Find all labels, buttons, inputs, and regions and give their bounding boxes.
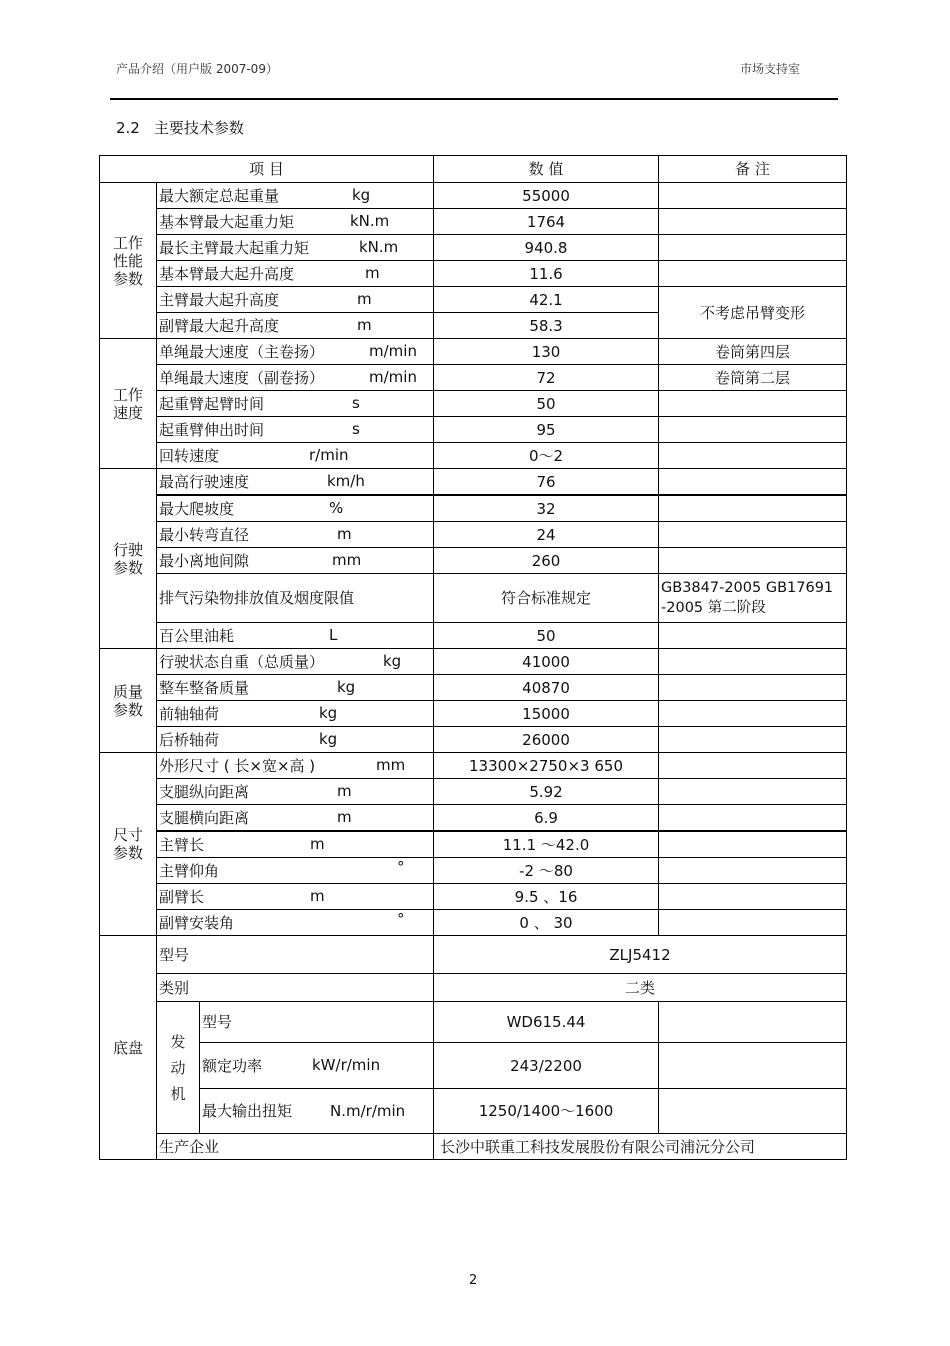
row-unit: % [329,499,344,517]
row-remark [659,675,847,701]
row-value: 72 [434,365,659,391]
table-row [100,779,847,805]
table-row [100,574,847,623]
row-value: 15000 [434,701,659,727]
row-item: 单绳最大速度（副卷扬） m/min [157,365,434,391]
row-item: 基本臂最大起重力矩 kN.m [157,209,434,235]
header-remark: 备 注 [659,156,847,183]
row-remark: 卷筒第四层 [659,339,847,365]
row-item: 最长主臂最大起重力矩 kN.m [157,235,434,261]
row-value: 940.8 [434,235,659,261]
row-item: 副臂长 m [157,884,434,910]
row-item: 起重臂伸出时间 s [157,417,434,443]
row-value: 11.1 ～42.0 [434,831,659,858]
row-item: 最小转弯直径 m [157,522,434,548]
row-item: 主臂仰角 ° [157,858,434,884]
table-row [100,805,847,832]
table-row [100,495,847,522]
row-unit: m [357,316,372,334]
row-value: 24 [434,522,659,548]
row-item: 最高行驶速度 km/h [157,469,434,496]
row-unit: s [352,394,360,412]
row-remark [659,701,847,727]
table-row [100,287,847,313]
row-unit: r/min [309,446,349,464]
row-remark [659,1002,847,1043]
row-remark [659,417,847,443]
row-value: WD615.44 [434,1002,659,1043]
row-unit: kg [319,704,338,722]
row-unit: kN.m [359,238,399,256]
row-unit: m [337,782,352,800]
header-item: 项 目 [100,156,434,183]
row-remark: GB3847-2005 GB17691 -2005 第二阶段 [659,574,847,623]
table-row [100,365,847,391]
row-item: 行驶状态自重（总质量） kg [157,649,434,675]
table-row [100,235,847,261]
row-item: 生产企业 [157,1134,434,1160]
row-remark [659,209,847,235]
row-remark [659,1043,847,1089]
row-item: 排气污染物排放值及烟度限值 [157,574,434,623]
table-row [100,649,847,675]
row-value: 55000 [434,183,659,209]
row-unit: m/min [369,342,417,360]
row-unit: m/min [369,368,417,386]
row-remark [659,831,847,858]
row-unit: kg [337,678,356,696]
table-row [100,469,847,496]
row-remark [659,649,847,675]
row-item: 主臂长 m [157,831,434,858]
row-unit: km/h [327,472,365,490]
row-item: 支腿纵向距离 m [157,779,434,805]
table-header-row [100,156,847,183]
table-row [100,858,847,884]
row-unit: L [329,626,338,644]
row-remark [659,469,847,496]
row-item: 类别 [157,974,434,1002]
row-item: 最大爬坡度 % [157,495,434,522]
row-value: 130 [434,339,659,365]
group-label-dimensions: 尺寸参数 [100,753,157,936]
table-row [100,884,847,910]
table-row [100,974,847,1002]
table-row [100,548,847,574]
table-row [100,727,847,753]
table-row [100,910,847,936]
section-number: 2.2 [116,119,140,137]
row-item: 副臂最大起升高度 m [157,313,434,339]
row-unit: ° [397,910,405,928]
row-item: 外形尺寸 ( 长×宽×高 ) mm [157,753,434,779]
row-unit: m [310,887,325,905]
row-value: 26000 [434,727,659,753]
row-value: 40870 [434,675,659,701]
table-row [100,391,847,417]
row-unit: m [365,264,380,282]
row-value: 32 [434,495,659,522]
row-remark [659,858,847,884]
row-item: 主臂最大起升高度 m [157,287,434,313]
row-value: 11.6 [434,261,659,287]
table-row [100,753,847,779]
table-row [100,1089,847,1134]
row-value: 95 [434,417,659,443]
row-remark [659,183,847,209]
row-unit: N.m/r/min [330,1102,406,1120]
row-value: 76 [434,469,659,496]
row-remark [659,727,847,753]
row-remark: 不考虑吊臂变形 [659,287,847,339]
row-item: 起重臂起臂时间 s [157,391,434,417]
row-value: 9.5 、16 [434,884,659,910]
row-value: 13300×2750×3 650 [434,753,659,779]
row-item: 整车整备质量 kg [157,675,434,701]
table-row [100,417,847,443]
section-heading [116,117,244,138]
row-unit: kg [319,730,338,748]
row-unit: kg [352,186,371,204]
header-value: 数 值 [434,156,659,183]
row-remark [659,235,847,261]
row-value: 41000 [434,649,659,675]
group-label-driving: 行驶参数 [100,469,157,649]
group-label-speed: 工作速度 [100,339,157,469]
row-item: 基本臂最大起升高度 m [157,261,434,287]
row-unit: m [357,290,372,308]
table-row [100,339,847,365]
row-value: 1764 [434,209,659,235]
row-remark [659,261,847,287]
table-row [100,936,847,974]
doc-header-right: 市场支持室 [740,62,801,76]
row-unit: m [310,835,325,853]
row-item: 回转速度 r/min [157,443,434,469]
row-value: ZLJ5412 [434,936,847,974]
spec-table [99,155,847,1160]
table-row [100,701,847,727]
row-remark [659,623,847,649]
row-item: 后桥轴荷 kg [157,727,434,753]
row-item: 百公里油耗 L [157,623,434,649]
row-value: 1250/1400～1600 [434,1089,659,1134]
table-row [100,831,847,858]
row-item: 最大额定总起重量 kg [157,183,434,209]
row-remark [659,548,847,574]
row-value: 42.1 [434,287,659,313]
row-value: 260 [434,548,659,574]
row-value: -2 ～80 [434,858,659,884]
row-item: 前轴轴荷 kg [157,701,434,727]
row-remark: 卷筒第二层 [659,365,847,391]
doc-header-left: 产品介绍（用户版 2007-09） [116,62,278,76]
row-value: 50 [434,391,659,417]
group-label-engine: 发动机 [157,1002,200,1134]
row-value: 0～2 [434,443,659,469]
row-value: 243/2200 [434,1043,659,1089]
row-remark [659,779,847,805]
row-unit: kN.m [350,212,390,230]
row-item: 副臂安装角 ° [157,910,434,936]
row-value: 0 、 30 [434,910,659,936]
group-label-performance: 工作性能参数 [100,183,157,339]
table-row [100,443,847,469]
table-row [100,1134,847,1160]
row-unit: kg [383,652,402,670]
table-row [100,1043,847,1089]
row-value: 58.3 [434,313,659,339]
table-row [100,209,847,235]
row-item: 最小离地间隙 mm [157,548,434,574]
table-row [100,183,847,209]
row-remark [659,753,847,779]
row-value: 5.92 [434,779,659,805]
row-item: 型号 [200,1002,434,1043]
section-title: 主要技术参数 [153,119,244,137]
row-remark [659,522,847,548]
row-unit: m [337,525,352,543]
page-number: 2 [469,1273,478,1288]
row-remark [659,805,847,832]
row-remark [659,443,847,469]
row-remark [659,910,847,936]
row-item: 单绳最大速度（主卷扬） m/min [157,339,434,365]
row-unit: s [352,420,360,438]
row-remark [659,391,847,417]
row-unit: ° [397,858,405,876]
row-item: 支腿横向距离 m [157,805,434,832]
row-value: 50 [434,623,659,649]
row-value: 符合标准规定 [434,574,659,623]
row-remark [659,884,847,910]
row-value: 二类 [434,974,847,1002]
row-item: 额定功率 kW/r/min [200,1043,434,1089]
row-item: 型号 [157,936,434,974]
manufacturer-value: 长沙中联重工科技发展股份有限公司浦沅分公司 [434,1134,847,1160]
row-remark [659,1089,847,1134]
table-row [100,623,847,649]
table-row [100,261,847,287]
group-label-chassis: 底盘 [100,936,157,1160]
row-value: 6.9 [434,805,659,832]
table-row [100,675,847,701]
row-item: 最大输出扭矩 N.m/r/min [200,1089,434,1134]
header-rule [110,98,838,100]
row-unit: m [337,808,352,826]
table-row [100,1002,847,1043]
row-unit: mm [332,551,362,569]
group-label-mass: 质量参数 [100,649,157,753]
row-unit: kW/r/min [312,1056,381,1074]
row-remark [659,495,847,522]
table-row [100,522,847,548]
row-unit: mm [376,756,406,774]
